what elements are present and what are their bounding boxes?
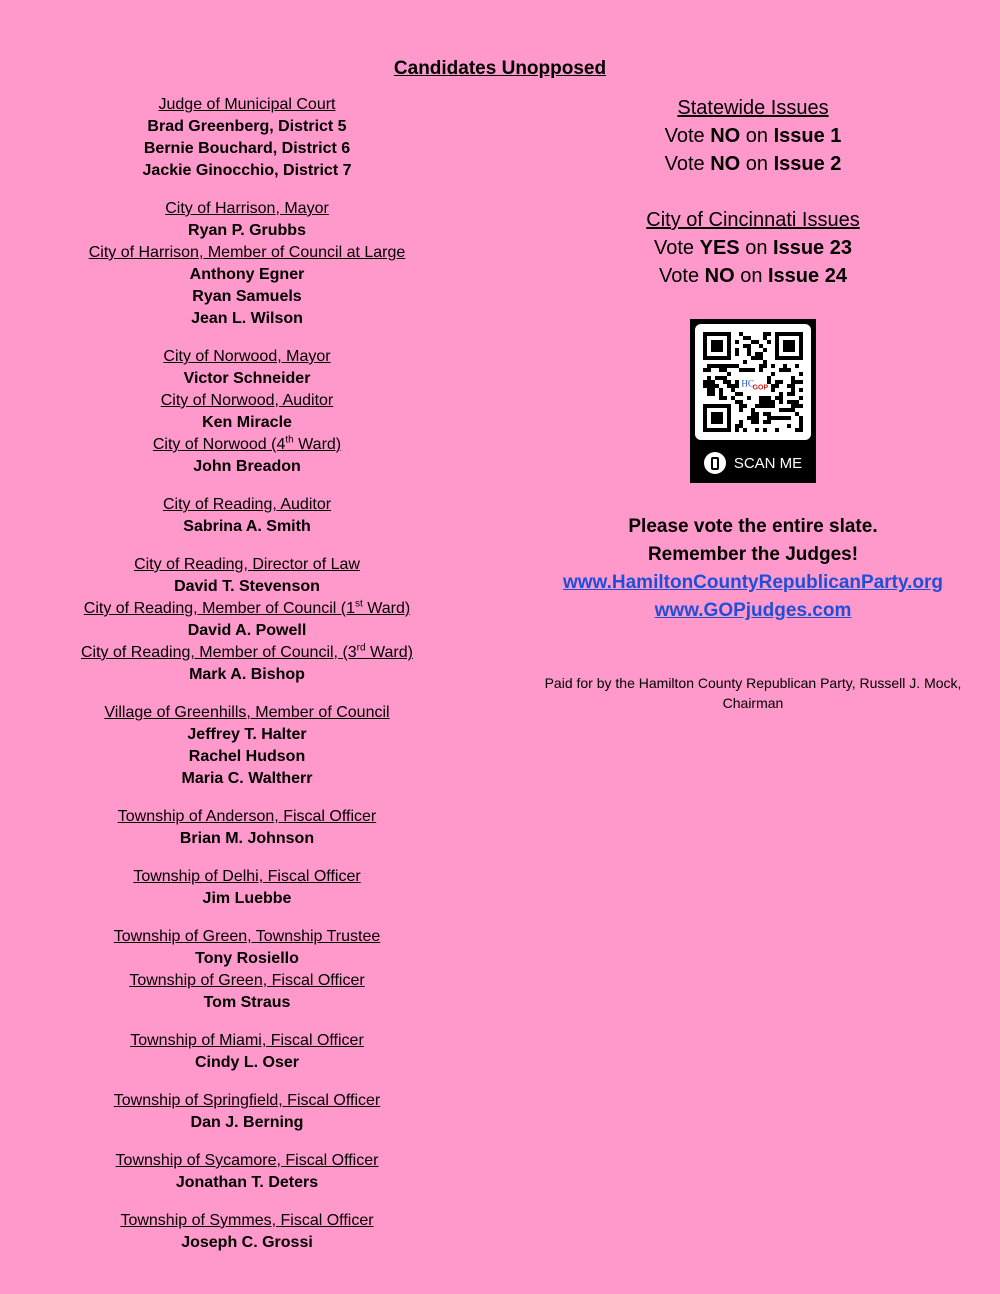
office-section bbox=[40, 702, 454, 790]
candidate-name: Mark A. Bishop bbox=[189, 666, 305, 683]
office-title-ordinal: st bbox=[355, 598, 363, 610]
qr-module bbox=[767, 404, 771, 408]
office-title: Township of Springfield, Fiscal Officer bbox=[113, 1092, 381, 1109]
office-title: Township of Sycamore, Fiscal Officer bbox=[115, 1152, 379, 1169]
issue-number: Issue 2 bbox=[773, 153, 842, 175]
candidate-name: John Breadon bbox=[193, 458, 301, 475]
qr-module bbox=[795, 400, 799, 404]
qr-module bbox=[771, 388, 775, 392]
qr-module bbox=[739, 404, 743, 408]
office-title: Township of Symmes, Fiscal Officer bbox=[120, 1212, 374, 1229]
qr-module bbox=[799, 372, 803, 376]
qr-module bbox=[735, 392, 739, 396]
office-section bbox=[40, 1090, 454, 1134]
qr-module bbox=[711, 364, 715, 368]
qr-code[interactable] bbox=[690, 319, 816, 483]
qr-module bbox=[743, 368, 747, 372]
qr-module bbox=[779, 416, 783, 420]
vote-text: Vote bbox=[654, 237, 700, 259]
qr-module bbox=[799, 420, 803, 424]
candidate-name: Jean L. Wilson bbox=[191, 310, 303, 327]
qr-module bbox=[711, 392, 715, 396]
office-section bbox=[40, 806, 454, 850]
office-title: Township of Green, Fiscal Officer bbox=[129, 972, 365, 989]
qr-module bbox=[775, 380, 779, 384]
qr-module bbox=[755, 412, 759, 416]
qr-module bbox=[751, 356, 755, 360]
qr-module bbox=[799, 404, 803, 408]
qr-module bbox=[715, 364, 719, 368]
qr-module bbox=[727, 364, 731, 368]
qr-module bbox=[707, 368, 711, 372]
qr-module bbox=[703, 368, 707, 372]
vote-choice: NO bbox=[710, 125, 741, 147]
slate-line-2: Remember the Judges! bbox=[647, 544, 859, 565]
party-website-link[interactable]: www.HamiltonCountyRepublicanParty.org bbox=[562, 572, 944, 593]
office-title: Township of Anderson, Fiscal Officer bbox=[117, 808, 377, 825]
qr-module bbox=[739, 368, 743, 372]
candidate-name: Dan J. Berning bbox=[190, 1114, 304, 1131]
qr-module bbox=[719, 396, 723, 400]
qr-module bbox=[719, 392, 723, 396]
office-title: Township of Delhi, Fiscal Officer bbox=[133, 868, 361, 885]
qr-module bbox=[755, 420, 759, 424]
qr-module bbox=[759, 356, 763, 360]
qr-module bbox=[707, 392, 711, 396]
candidate-name: Jim Luebbe bbox=[202, 890, 292, 907]
qr-module bbox=[767, 380, 771, 384]
qr-finder bbox=[711, 340, 723, 352]
office-title: Village of Greenhills, Member of Council bbox=[104, 704, 390, 721]
qr-module bbox=[787, 424, 791, 428]
qr-module bbox=[763, 428, 767, 432]
cincinnati-issues-header: City of Cincinnati Issues bbox=[646, 209, 860, 231]
vote-text: Vote bbox=[664, 125, 711, 147]
qr-module bbox=[763, 332, 767, 336]
office-section bbox=[40, 346, 454, 478]
qr-module bbox=[755, 416, 759, 420]
qr-module bbox=[763, 348, 767, 352]
qr-module bbox=[747, 344, 751, 348]
paid-for-disclaimer: Paid for by the Hamilton County Republican Party, Russell J. Mock, Chairman bbox=[544, 675, 962, 711]
qr-module bbox=[743, 428, 747, 432]
office-section bbox=[40, 1210, 454, 1254]
qr-module bbox=[735, 348, 739, 352]
office-title bbox=[40, 598, 454, 620]
qr-module bbox=[763, 400, 767, 404]
qr-module bbox=[783, 368, 787, 372]
qr-module bbox=[779, 392, 783, 396]
qr-module bbox=[791, 408, 795, 412]
candidate-name: Brian M. Johnson bbox=[179, 830, 315, 847]
page-title: Candidates Unopposed bbox=[393, 58, 607, 79]
qr-module bbox=[743, 360, 747, 364]
office-section bbox=[40, 94, 454, 182]
qr-module bbox=[707, 384, 711, 388]
qr-module bbox=[743, 336, 747, 340]
qr-module bbox=[771, 364, 775, 368]
qr-module bbox=[763, 364, 767, 368]
office-title: City of Harrison, Member of Council at Large bbox=[88, 244, 406, 261]
qr-module bbox=[767, 416, 771, 420]
office-title-part: Ward) bbox=[362, 600, 411, 617]
qr-module bbox=[771, 400, 775, 404]
qr-module bbox=[763, 412, 767, 416]
qr-module bbox=[799, 388, 803, 392]
qr-module bbox=[739, 424, 743, 428]
qr-module bbox=[791, 376, 795, 380]
candidate-name: Maria C. Waltherr bbox=[181, 770, 313, 787]
office-section bbox=[40, 198, 454, 330]
qr-module bbox=[731, 364, 735, 368]
qr-module bbox=[763, 420, 767, 424]
candidate-name: Jonathan T. Deters bbox=[175, 1174, 319, 1191]
qr-module bbox=[739, 400, 743, 404]
vote-text: on bbox=[740, 153, 774, 175]
office-title: City of Harrison, Mayor bbox=[165, 200, 329, 217]
qr-module bbox=[767, 412, 771, 416]
issue-number: Issue 1 bbox=[773, 125, 842, 147]
qr-module bbox=[759, 344, 763, 348]
qr-module bbox=[739, 332, 743, 336]
candidate-name: David T. Stevenson bbox=[174, 578, 320, 595]
office-title: City of Norwood, Mayor bbox=[163, 348, 331, 365]
qr-module bbox=[715, 376, 719, 380]
candidate-name: Tom Straus bbox=[203, 994, 291, 1011]
qr-module bbox=[759, 352, 763, 356]
qr-module bbox=[771, 384, 775, 388]
qr-module bbox=[707, 376, 711, 380]
office-title: City of Reading, Director of Law bbox=[134, 556, 360, 573]
qr-module bbox=[759, 368, 763, 372]
slate-line-1: Please vote the entire slate. bbox=[628, 516, 878, 537]
qr-module bbox=[791, 404, 795, 408]
qr-module bbox=[707, 364, 711, 368]
qr-module bbox=[743, 344, 747, 348]
qr-module bbox=[755, 340, 759, 344]
qr-module bbox=[791, 384, 795, 388]
qr-module bbox=[775, 384, 779, 388]
vote-text: on bbox=[734, 265, 768, 287]
office-title: City of Norwood, Auditor bbox=[160, 392, 334, 409]
qr-module bbox=[799, 380, 803, 384]
qr-module bbox=[719, 376, 723, 380]
qr-module bbox=[723, 380, 727, 384]
qr-module bbox=[747, 396, 751, 400]
candidate-name: Ryan Samuels bbox=[192, 288, 302, 305]
qr-module bbox=[787, 392, 791, 396]
office-section bbox=[40, 1030, 454, 1074]
qr-module bbox=[775, 396, 779, 400]
cincinnati-issues bbox=[505, 206, 1000, 290]
judges-website-link[interactable]: www.GOPjudges.com bbox=[654, 600, 852, 621]
qr-module bbox=[783, 364, 787, 368]
right-column bbox=[505, 94, 1000, 713]
qr-module bbox=[759, 364, 763, 368]
candidates-list bbox=[40, 94, 454, 1270]
office-title-part: City of Reading, Member of Council, (3 bbox=[81, 644, 357, 661]
qr-finder bbox=[783, 340, 795, 352]
issue-number: Issue 23 bbox=[773, 237, 852, 259]
qr-module bbox=[735, 380, 739, 384]
slate-message bbox=[505, 513, 1000, 569]
qr-module bbox=[723, 376, 727, 380]
issue-vote-line bbox=[505, 262, 1000, 290]
qr-module bbox=[767, 376, 771, 380]
vote-text: on bbox=[740, 125, 774, 147]
phone-icon bbox=[704, 452, 726, 474]
qr-module bbox=[707, 380, 711, 384]
qr-module bbox=[727, 372, 731, 376]
qr-module bbox=[787, 384, 791, 388]
qr-module bbox=[771, 404, 775, 408]
vote-choice: NO bbox=[704, 265, 735, 287]
qr-module bbox=[715, 384, 719, 388]
qr-code-image bbox=[695, 324, 811, 440]
candidate-name: Ryan P. Grubbs bbox=[188, 222, 306, 239]
qr-module bbox=[735, 364, 739, 368]
candidate-name: Jeffrey T. Halter bbox=[187, 726, 307, 743]
qr-module bbox=[747, 416, 751, 420]
qr-module bbox=[727, 384, 731, 388]
qr-module bbox=[755, 356, 759, 360]
qr-module bbox=[739, 420, 743, 424]
qr-module bbox=[751, 340, 755, 344]
qr-module bbox=[759, 396, 763, 400]
candidate-name: Brad Greenberg, District 5 bbox=[147, 118, 347, 135]
candidate-name: Jackie Ginocchio, District 7 bbox=[142, 162, 352, 179]
qr-module bbox=[751, 420, 755, 424]
qr-module bbox=[763, 360, 767, 364]
candidate-name: Tony Rosiello bbox=[195, 950, 299, 967]
qr-module bbox=[767, 400, 771, 404]
qr-module bbox=[703, 384, 707, 388]
qr-module bbox=[787, 416, 791, 420]
qr-module bbox=[723, 368, 727, 372]
candidate-name: Joseph C. Grossi bbox=[181, 1234, 313, 1251]
statewide-issues-header: Statewide Issues bbox=[677, 97, 829, 119]
qr-module bbox=[767, 340, 771, 344]
qr-module bbox=[751, 408, 755, 412]
qr-module bbox=[759, 400, 763, 404]
qr-module bbox=[799, 428, 803, 432]
qr-footer bbox=[690, 449, 816, 477]
qr-module bbox=[795, 412, 799, 416]
office-title-part: City of Reading, Member of Council (1 bbox=[83, 600, 356, 617]
qr-module bbox=[767, 396, 771, 400]
qr-module bbox=[759, 404, 763, 408]
qr-module bbox=[743, 404, 747, 408]
qr-module bbox=[783, 408, 787, 412]
qr-module bbox=[735, 384, 739, 388]
candidate-name: Anthony Egner bbox=[189, 266, 305, 283]
office-title: Judge of Municipal Court bbox=[158, 96, 336, 113]
qr-module bbox=[735, 340, 739, 344]
vote-text: Vote bbox=[664, 153, 711, 175]
qr-module bbox=[719, 368, 723, 372]
qr-module bbox=[791, 400, 795, 404]
qr-module bbox=[747, 352, 751, 356]
qr-module bbox=[731, 384, 735, 388]
logo-hc-text: HC bbox=[741, 378, 754, 389]
qr-module bbox=[735, 424, 739, 428]
issue-vote-line bbox=[505, 234, 1000, 262]
office-title: City of Reading, Auditor bbox=[162, 496, 332, 513]
qr-module bbox=[767, 332, 771, 336]
qr-module bbox=[795, 364, 799, 368]
candidate-name: Ken Miracle bbox=[202, 414, 292, 431]
qr-module bbox=[779, 396, 783, 400]
vote-choice: YES bbox=[699, 237, 740, 259]
qr-module bbox=[711, 380, 715, 384]
qr-finder bbox=[711, 412, 723, 424]
qr-module bbox=[731, 396, 735, 400]
qr-module bbox=[763, 404, 767, 408]
qr-module bbox=[779, 368, 783, 372]
qr-module bbox=[755, 404, 759, 408]
office-title bbox=[40, 434, 454, 456]
qr-module bbox=[723, 364, 727, 368]
issue-number: Issue 24 bbox=[768, 265, 847, 287]
vote-text: Vote bbox=[659, 265, 705, 287]
vote-text: on bbox=[739, 237, 774, 259]
qr-module bbox=[751, 412, 755, 416]
qr-module bbox=[747, 348, 751, 352]
qr-module bbox=[799, 396, 803, 400]
qr-module bbox=[739, 392, 743, 396]
issue-vote-line bbox=[505, 122, 1000, 150]
qr-module bbox=[775, 416, 779, 420]
qr-module bbox=[711, 384, 715, 388]
candidate-name: David A. Powell bbox=[187, 622, 307, 639]
qr-module bbox=[779, 400, 783, 404]
candidate-name: Victor Schneider bbox=[183, 370, 311, 387]
issue-vote-line bbox=[505, 150, 1000, 178]
qr-module bbox=[763, 396, 767, 400]
qr-module bbox=[751, 368, 755, 372]
qr-module bbox=[763, 336, 767, 340]
qr-module bbox=[791, 388, 795, 392]
qr-module bbox=[779, 380, 783, 384]
office-title bbox=[40, 642, 454, 664]
qr-module bbox=[735, 400, 739, 404]
qr-module bbox=[747, 368, 751, 372]
qr-module bbox=[783, 416, 787, 420]
qr-module bbox=[755, 352, 759, 356]
qr-module bbox=[767, 420, 771, 424]
qr-module bbox=[727, 380, 731, 384]
qr-module bbox=[779, 408, 783, 412]
qr-module bbox=[751, 416, 755, 420]
office-title-part: Ward) bbox=[365, 644, 413, 661]
candidate-name: Bernie Bouchard, District 6 bbox=[143, 140, 351, 157]
office-title: Township of Green, Township Trustee bbox=[113, 928, 381, 945]
office-title-part: City of Norwood (4 bbox=[152, 436, 286, 453]
qr-module bbox=[747, 336, 751, 340]
office-section bbox=[40, 554, 454, 686]
qr-module bbox=[795, 380, 799, 384]
statewide-issues bbox=[505, 94, 1000, 178]
qr-module bbox=[787, 408, 791, 412]
qr-module bbox=[739, 408, 743, 412]
office-section bbox=[40, 926, 454, 1014]
qr-module bbox=[799, 424, 803, 428]
office-section bbox=[40, 866, 454, 910]
qr-module bbox=[791, 392, 795, 396]
qr-module bbox=[795, 404, 799, 408]
qr-module bbox=[791, 380, 795, 384]
qr-module bbox=[795, 428, 799, 432]
qr-module bbox=[719, 364, 723, 368]
office-title-part: Ward) bbox=[293, 436, 342, 453]
office-title-ordinal: th bbox=[285, 434, 294, 446]
vote-choice: NO bbox=[710, 153, 741, 175]
qr-module bbox=[771, 372, 775, 376]
qr-module bbox=[775, 428, 779, 432]
qr-module bbox=[755, 428, 759, 432]
office-section bbox=[40, 1150, 454, 1194]
qr-module bbox=[731, 388, 735, 392]
scan-me-label: SCAN ME bbox=[733, 454, 803, 472]
qr-module bbox=[771, 416, 775, 420]
qr-module bbox=[723, 396, 727, 400]
qr-module bbox=[711, 388, 715, 392]
qr-module bbox=[735, 352, 739, 356]
qr-module bbox=[799, 416, 803, 420]
office-section bbox=[40, 494, 454, 538]
candidate-name: Cindy L. Oser bbox=[194, 1054, 300, 1071]
qr-module bbox=[787, 368, 791, 372]
qr-module bbox=[735, 428, 739, 432]
candidate-name: Sabrina A. Smith bbox=[183, 518, 311, 535]
qr-module bbox=[707, 388, 711, 392]
qr-module bbox=[703, 380, 707, 384]
office-title-ordinal: rd bbox=[356, 642, 366, 654]
office-title: Township of Miami, Fiscal Officer bbox=[130, 1032, 364, 1049]
qr-module bbox=[787, 400, 791, 404]
logo-gop-text: GOP bbox=[752, 384, 769, 392]
candidate-name: Rachel Hudson bbox=[188, 748, 306, 765]
qr-module bbox=[719, 388, 723, 392]
